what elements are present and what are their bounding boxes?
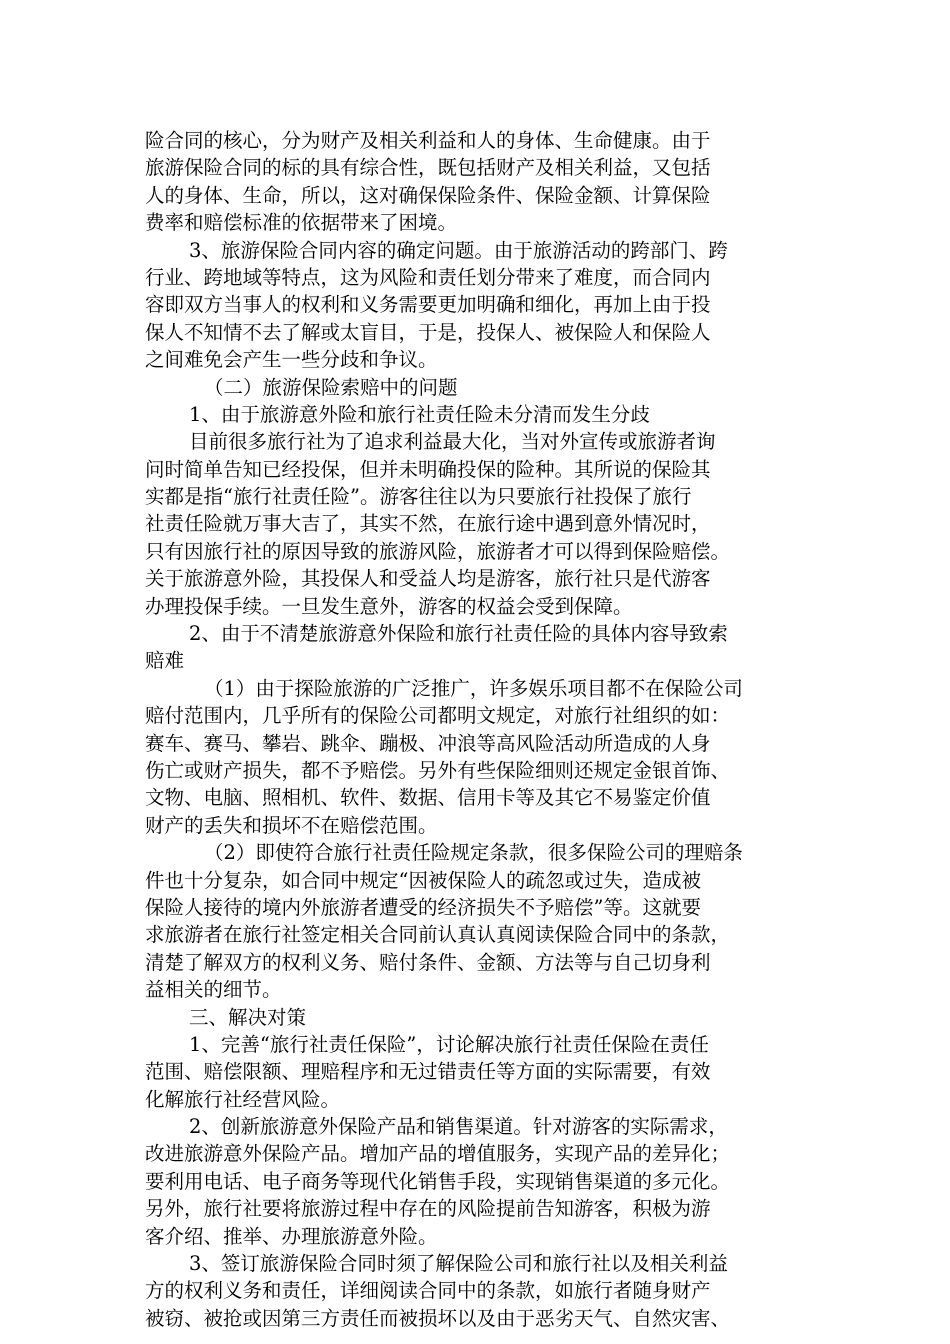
text-line: 办理投保手续。一旦发生意外，游客的权益会受到保障。: [145, 594, 633, 618]
text-line: 方的权利义务和责任，详细阅读合同中的条款，如旅行者随身财产: [145, 1279, 711, 1303]
text-line: 要利用电话、电子商务等现代化销售手段，实现销售渠道的多元化。: [145, 1169, 731, 1193]
text-line: 化解旅行社经营风险。: [145, 1087, 341, 1111]
text-line: 文物、电脑、照相机、软件、数据、信用卡等及其它不易鉴定价值: [145, 786, 711, 810]
text-line: 关于旅游意外险，其投保人和受益人均是游客，旅行社只是代游客: [145, 567, 711, 591]
text-line: 另外，旅行社要将旅游过程中存在的风险提前告知游客，积极为游: [145, 1197, 711, 1221]
text-line: 伤亡或财产损失，都不予赔偿。另外有些保险细则还规定金银首饰、: [145, 758, 731, 782]
text-line: 之间难免会产生一些分歧和争议。: [145, 348, 438, 372]
text-line: 范围、赔偿限额、理赔程序和无过错责任等方面的实际需要，有效: [145, 1060, 711, 1084]
text-line: 3、签订旅游保险合同时须了解保险公司和旅行社以及相关利益: [189, 1252, 728, 1276]
text-line: 2、创新旅游意外保险产品和销售渠道。针对游客的实际需求，: [189, 1115, 728, 1139]
text-line: 赛车、赛马、攀岩、跳伞、蹦极、冲浪等高风险活动所造成的人身: [145, 731, 711, 755]
text-line: （1）由于探险旅游的广泛推广，许多娱乐项目都不在保险公司: [204, 676, 743, 700]
text-line: 3、旅游保险合同内容的确定问题。由于旅游活动的跨部门、跨: [189, 238, 728, 262]
text-line: 社责任险就万事大吉了，其实不然，在旅行途中遇到意外情况时，: [145, 512, 711, 536]
text-line: 件也十分复杂，如合同中规定“因被保险人的疏忽或过失，造成被: [145, 868, 701, 892]
text-line: 保险人接待的境内外旅游者遭受的经济损失不予赔偿”等。这就要: [145, 895, 701, 919]
body-text: [145, 127, 805, 1332]
text-line: 清楚了解双方的权利义务、赔付条件、金额、方法等与自己切身利: [145, 950, 711, 974]
text-line: 只有因旅行社的原因导致的旅游风险，旅游者才可以得到保险赔偿。: [145, 539, 731, 563]
text-line: 求旅游者在旅行社签定相关合同前认真认真阅读保险合同中的条款，: [145, 923, 731, 947]
text-line: 被窃、被抢或因第三方责任而被损坏以及由于恶劣天气、自然灾害、: [145, 1306, 731, 1330]
text-line: 费率和赔偿标准的依据带来了困境。: [145, 211, 458, 235]
text-line: 人的身体、生命，所以，这对确保保险条件、保险金额、计算保险: [145, 183, 711, 207]
text-line: 目前很多旅行社为了追求利益最大化，当对外宣传或旅游者询: [189, 430, 716, 454]
text-line: 客介绍、推举、办理旅游意外险。: [145, 1224, 438, 1248]
text-line: 赔难: [145, 649, 185, 673]
text-line: 1、完善“旅行社责任保险”，讨论解决旅行社责任保险在责任: [189, 1032, 709, 1056]
text-line: 险合同的核心，分为财产及相关利益和人的身体、生命健康。由于: [145, 129, 711, 152]
text-line: 财产的丢失和损坏不在赔偿范围。: [145, 813, 438, 837]
text-line: 保人不知情不去了解或太盲目，于是，投保人、被保险人和保险人: [145, 320, 711, 344]
text-line: 1、由于旅游意外险和旅行社责任险未分清而发生分歧: [189, 402, 650, 426]
text-line: 旅游保险合同的标的具有综合性，既包括财产及相关利益，又包括: [145, 156, 711, 180]
text-line: （二）旅游保险索赔中的问题: [204, 375, 458, 399]
text-line: 改进旅游意外保险产品。增加产品的增值服务，实现产品的差异化；: [145, 1142, 731, 1166]
text-line: 实都是指“旅行社责任险”。游客往往以为只要旅行社投保了旅行: [145, 485, 692, 509]
text-line: 三、解决对策: [189, 1005, 307, 1029]
text-line: 问时简单告知已经投保，但并未明确投保的险种。其所说的保险其: [145, 457, 711, 481]
text-line: 2、由于不清楚旅游意外保险和旅行社责任险的具体内容导致索: [189, 622, 728, 646]
text-line: 行业、跨地域等特点，这为风险和责任划分带来了难度，而合同内: [145, 265, 711, 289]
text-line: （2）即使符合旅行社责任险规定条款，很多保险公司的理赔条: [204, 841, 743, 865]
text-line: 益相关的细节。: [145, 978, 282, 1002]
text-line: 容即双方当事人的权利和义务需要更加明确和细化，再加上由于投: [145, 293, 711, 317]
text-line: 赔付范围内，几乎所有的保险公司都明文规定，对旅行社组织的如：: [145, 704, 731, 728]
